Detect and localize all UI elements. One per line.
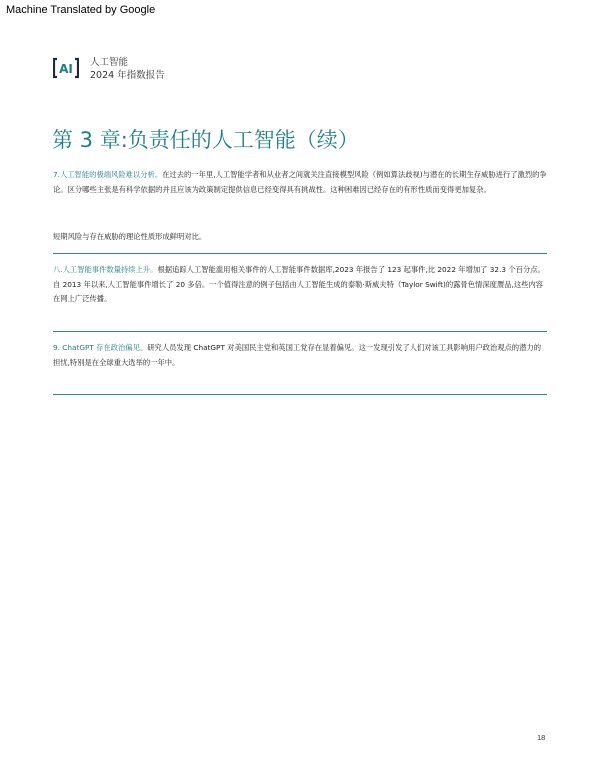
takeaway-7-body: 在过去的一年里,人工智能学者和从业者之间就关注直接模型风险（例如算法歧视)与潜在的长期生存威胁进行了激烈的争论。区分哪些主张是有科学依据的并且应该为政策制定提供信息已经变得具有挑战性。这种困难因已经存在的有形性质而变得更加复杂。 xyxy=(53,170,547,194)
takeaway-7-continuation xyxy=(53,230,547,245)
takeaway-7-continuation-body: 短期风险与存在威胁的理论性质形成鲜明对比。 xyxy=(53,232,207,241)
chapter-title: 第 3 章:负责任的人工智能（续） xyxy=(52,128,359,152)
report-title xyxy=(90,56,165,82)
section-divider xyxy=(53,394,547,395)
takeaway-9-body: 研究人员发现 ChatGPT 对美国民主党和英国工党存在显着偏见。这一发现引发了人们对该工具影响用户政治观点的潜力的担忧,特别是在全球重大选举的一年中。 xyxy=(53,343,541,367)
section-divider xyxy=(53,331,547,332)
report-title-line1: 人工智能 xyxy=(90,57,129,68)
takeaway-8-body: 根据追踪人工智能滥用相关事件的人工智能事件数据库,2023 年报告了 123 起事件,比 2022 年增加了 32.3 个百分点。自 2013 年以来,人工智能事件增长了 20 多倍。一个值得注意的例子包括由人工智能生成的泰勒·斯威夫特（Taylor Swift)的露骨色情深度赝品,这些内容在网上广泛传播。 xyxy=(53,265,545,303)
report-title-line2: 2024 年指数报告 xyxy=(90,70,165,81)
machine-translation-label: Machine Translated by Google xyxy=(6,4,156,16)
takeaway-7 xyxy=(53,168,547,197)
takeaway-7-lead: 7.人工智能的极端风险难以分析。 xyxy=(53,170,163,179)
ai-index-logo xyxy=(53,57,79,79)
logo-text: AI xyxy=(59,62,73,76)
page-number: 18 xyxy=(537,733,546,742)
takeaway-8 xyxy=(53,263,547,307)
section-divider xyxy=(53,253,547,254)
takeaway-8-lead: 八.人工智能事件数量持续上升。 xyxy=(53,265,158,274)
takeaway-9 xyxy=(53,341,547,370)
takeaway-9-lead: 9. ChatGPT 存在政治偏见。 xyxy=(53,343,148,352)
